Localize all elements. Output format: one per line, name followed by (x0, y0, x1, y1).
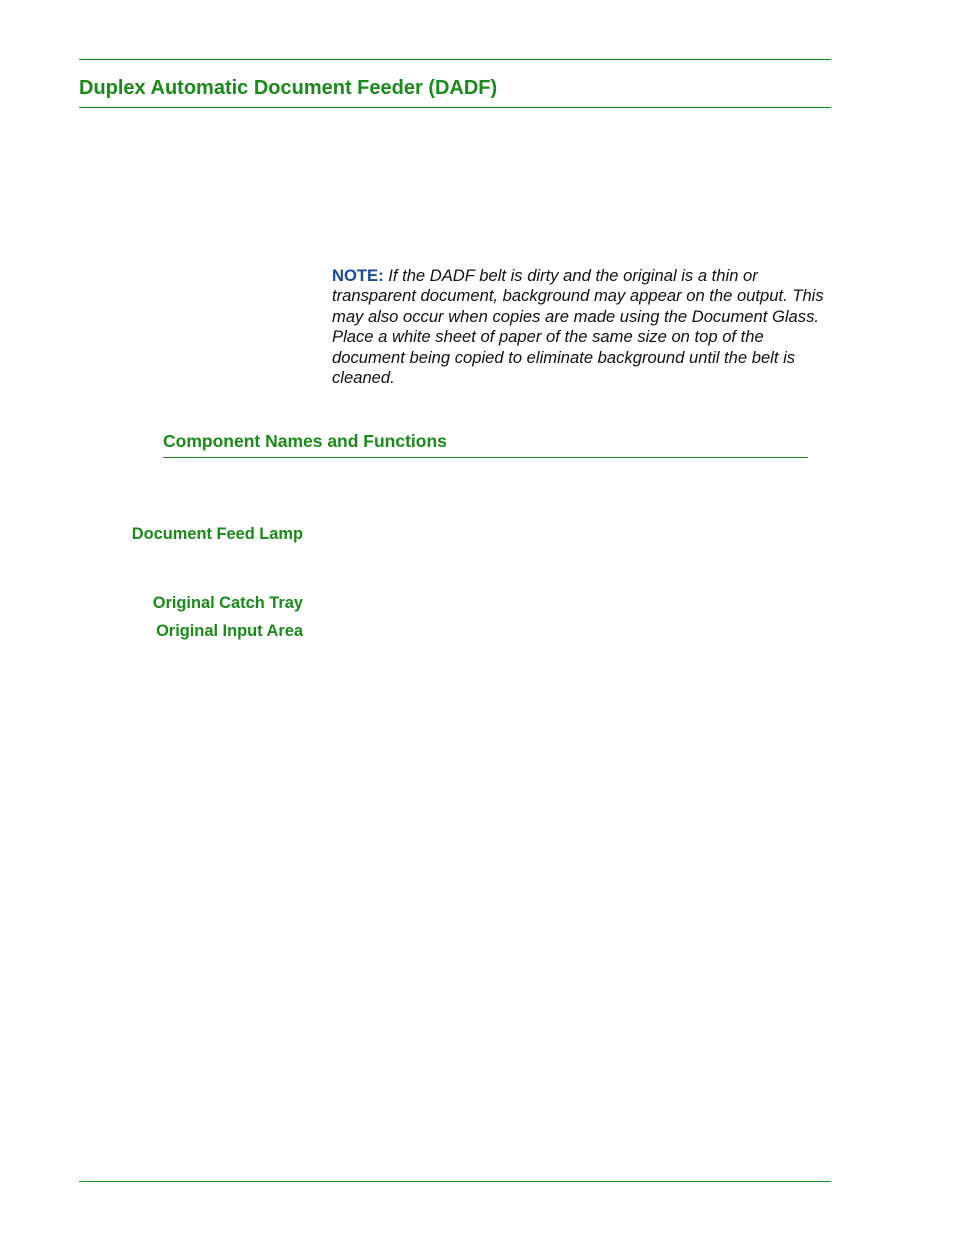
component-label-original-catch-tray: Original Catch Tray (152, 594, 303, 612)
header-rule (79, 59, 831, 60)
section-title-underline (163, 457, 808, 458)
note-block (332, 266, 832, 388)
page-title: Duplex Automatic Document Feeder (DADF) (79, 77, 498, 99)
component-label-document-feed-lamp: Document Feed Lamp (131, 525, 303, 543)
note-text: If the DADF belt is dirty and the original is a thin or transparent document, background may appear on the output. This may also occur when copies are made using the Document Glass. Place a white sheet of paper of the same size on top of the document being copied to eliminate background until the belt is cleaned. (332, 266, 824, 388)
section-title: Component Names and Functions (163, 431, 447, 451)
component-label-original-input-area: Original Input Area (156, 622, 303, 640)
note-label: NOTE: (332, 266, 384, 285)
title-underline (79, 107, 831, 108)
footer-rule (79, 1181, 831, 1182)
